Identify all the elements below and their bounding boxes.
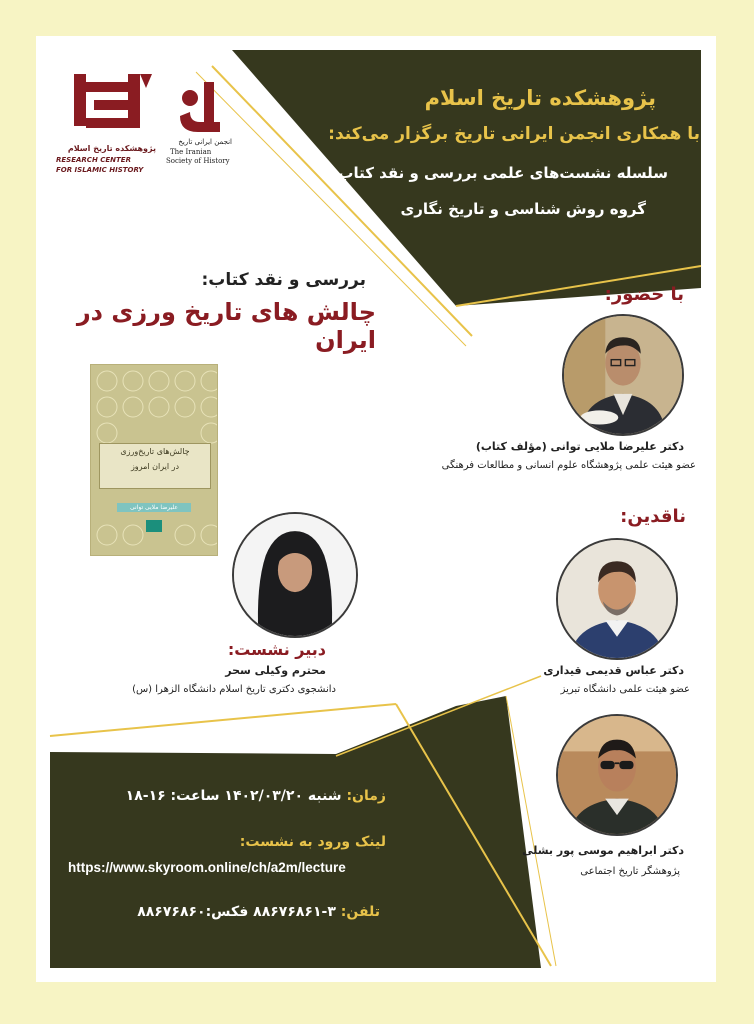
research-center-logo [56, 68, 166, 186]
critic-2-photo [556, 714, 678, 836]
critic-1-portrait [558, 540, 676, 658]
presence-role: عضو هیئت علمی پژوهشگاه علوم انسانی و مطالعات فرهنگی [441, 460, 696, 471]
research-center-line1: RESEARCH CENTER [56, 156, 131, 164]
critic-1-role: عضو هیئت علمی دانشگاه تبریز [560, 684, 690, 695]
book-cover-author: علیرضا ملایی توانی [117, 503, 191, 512]
research-center-line2: FOR ISLAMIC HISTORY [56, 166, 144, 174]
footer-phone [96, 904, 380, 920]
author-portrait [564, 316, 682, 434]
header-line3: سلسله نشست‌های علمی بررسی و نقد کتاب [338, 164, 668, 182]
critic-2-portrait [558, 716, 676, 834]
footer-time [96, 788, 386, 804]
secretary-role: دانشجوی دکتری تاریخ اسلام دانشگاه الزهرا (س) [132, 684, 336, 695]
research-center-logo-icon [66, 68, 156, 140]
secretary-portrait [234, 514, 356, 636]
presence-heading: با حضور: [604, 284, 684, 305]
critics-heading: ناقدین: [620, 506, 686, 527]
phone-value: ۳-۸۸۶۷۶۸۶۱ فکس:۸۸۶۷۶۸۶۰ [137, 904, 336, 920]
critic-2-role: پژوهشگر تاریخ اجتماعی [580, 866, 680, 877]
iranian-society-logo-icon [170, 76, 230, 136]
iranian-society-logo [166, 76, 236, 176]
research-center-persian: پژوهشکده تاریخ اسلام [67, 144, 156, 153]
publisher-logo [146, 520, 162, 532]
time-value: شنبه ۱۴۰۲/۰۳/۲۰ ساعت: ۱۶-۱۸ [125, 788, 342, 804]
header-line4: گروه روش شناسی و تاریخ نگاری [400, 200, 646, 218]
book-label [99, 443, 211, 489]
book-cover [90, 364, 218, 556]
presence-name: دکتر علیرضا ملایی توانی (مؤلف کتاب) [475, 440, 684, 453]
phone-label: تلفن: [340, 904, 380, 920]
event-book-title: چالش های تاریخ ورزی در ایران [76, 298, 376, 354]
poster [36, 36, 716, 982]
iranian-society-line1: The Iranian [170, 148, 212, 156]
time-label: زمان: [346, 788, 386, 804]
critic-1-photo [556, 538, 678, 660]
link-label: لینک ورود به نشست: [239, 834, 386, 850]
critic-2-name: دکتر ابراهیم موسی پور بشلی [522, 844, 684, 857]
iranian-society-line2: Society of History [166, 157, 230, 165]
event-subtitle: بررسی و نقد کتاب: [201, 270, 366, 290]
header-line2: با همکاری انجمن ایرانی تاریخ برگزار می‌کند: [328, 124, 700, 144]
iranian-society-persian: انجمن ایرانی تاریخ [178, 138, 232, 146]
critic-1-name: دکتر عباس قدیمی قیداری [543, 664, 684, 677]
link-url[interactable]: https://www.skyroom.online/ch/a2m/lecture [68, 860, 346, 875]
secretary-heading: دبیر نشست: [227, 640, 326, 659]
secretary-name: محترم وکیلی سحر [225, 664, 326, 677]
header-title: پژوهشکده تاریخ اسلام [424, 86, 656, 110]
book-cover-subtitle: در ایران امروز [130, 462, 180, 471]
book-cover-title: چالش‌های تاریخ‌ورزی [120, 447, 190, 456]
author-photo [562, 314, 684, 436]
secretary-photo [232, 512, 358, 638]
